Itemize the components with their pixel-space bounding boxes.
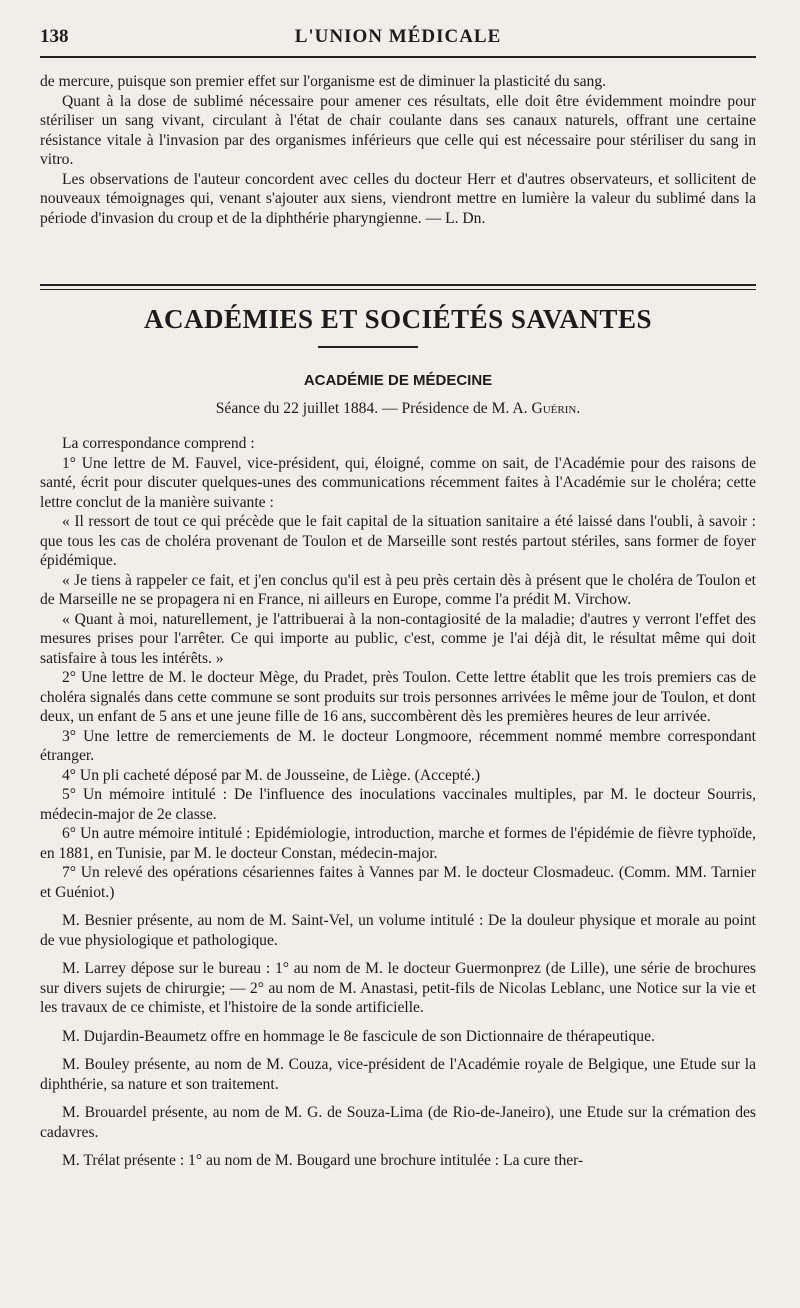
paragraph: La correspondance comprend : [62,435,255,452]
seance-suffix: . [576,400,581,417]
paragraph: de mercure, puisque son premier effet sur l'organisme est de diminuer la plasticité du sang. [40,73,607,90]
paragraph: 1° Une lettre de M. Fauvel, vice-président, qui, éloigné, comme on sait, de l'Académie pour des raisons de santé, écrit pour discuter quelques-unes des communications récemment faites à l'Académie sur le choléra; cette lettre conclut de la manière suivante : [40,454,756,511]
paragraph: Quant à la dose de sublimé nécessaire pour amener ces résultats, elle doit être évidemment moindre pour stériliser un sang vivant, circulant à l'état de chair coulante dans ses canaux naturels, offrant une certaine résistance vitale à l'invasion par des organismes inférieurs que celle qui est nécessaire pour stériliser du sang in vitro. [40,92,756,168]
page-number: 138 [40,26,69,47]
presentation-paragraph: M. Larrey dépose sur le bureau : 1° au nom de M. le docteur Guermonprez (de Lille), une série de brochures sur divers sujets de chirurgie; — 2° au nom de M. Anastasi, petit-fils de Nicolas Leblanc, une Notice sur la vie et les travaux de ce chimiste, et l'histoire de la sonde artificielle. [40,960,756,1016]
paragraph: 4° Un pli cacheté déposé par M. de Jousseine, de Liège. (Accepté.) [62,766,481,784]
paragraph: « Il ressort de tout ce qui précède que le fait capital de la situation sanitaire a été laissé dans l'oubli, à savoir : que tous les cas de choléra provenant de Toulon et de Marseille sont restés partout stériles, sans former de foyer épidémique. [40,513,756,569]
top-text-block [40,72,756,228]
journal-title: L'UNION MÉDICALE [294,26,502,47]
section-divider-thick [40,284,756,286]
paragraph: Les observations de l'auteur concordent avec celles du docteur Herr et d'autres observateurs, et sollicitent de nouveaux témoignages qui, venant s'ajouter aux siens, viendront mettre en lumière la valeur du sublimé dans la période d'invasion du croup et de la diphthérie pharyngienne. — L. Dn. [40,170,756,227]
seance-line [40,400,756,418]
paragraph: 6° Un autre mémoire intitulé : Epidémiologie, introduction, marche et formes de l'épidémie de fièvre typhoïde, en 1881, en Tunisie, par M. le docteur Constan, médecin-major. [40,825,756,862]
paragraph: 5° Un mémoire intitulé : De l'influence des inoculations vaccinales multiples, par M. le docteur Sourris, médecin-major de 2e classe. [40,786,756,823]
presentation-paragraph: M. Bouley présente, au nom de M. Couza, vice-président de l'Académie royale de Belgique, une Etude sur la diphthérie, sa nature et son traitement. [40,1056,756,1093]
seance-president: Guérin [531,400,577,417]
presentation-paragraph: M. Brouardel présente, au nom de M. G. de Souza-Lima (de Rio-de-Janeiro), une Etude sur la crémation des cadavres. [40,1104,756,1141]
presentation-paragraph: M. Dujardin-Beaumetz offre en hommage le 8e fascicule de son Dictionnaire de thérapeutique. [62,1027,655,1045]
section-subtitle: ACADÉMIE DE MÉDECINE [303,372,493,389]
paragraph: 2° Une lettre de M. le docteur Mège, du Pradet, près Toulon. Cette lettre établit que les trois premiers cas de choléra signalés dans cette commune se sont produits sur trois personnes arrivées le même jour de Toulon, et dont deux, un enfant de 5 ans et une jeune fille de 16 ans, succombèrent dès les premières heures de leur arrivée. [40,669,756,725]
main-text-block [40,434,756,1171]
paragraph: 3° Une lettre de remerciements de M. le docteur Longmoore, récemment nommé membre correspondant étranger. [40,727,756,764]
seance-prefix: Séance du 22 juillet 1884. — Présidence de M. A. [215,400,532,417]
section-divider-thin [40,289,756,290]
section-title: ACADÉMIES ET SOCIÉTÉS SAVANTES [144,304,652,334]
presentation-paragraph: M. Besnier présente, au nom de M. Saint-Vel, un volume intitulé : De la douleur physique et morale au point de vue physiologique et pathologique. [40,912,756,949]
presentation-paragraph: M. Trélat présente : 1° au nom de M. Bougard une brochure intitulée : La cure ther- [62,1152,584,1169]
paragraph: « Je tiens à rappeler ce fait, et j'en conclus qu'il est à peu près certain dès à présent que le choléra de Toulon et de Marseille ne se propagera ni en France, ni ailleurs en Europe, comme l'a prédit M. Virchow. [40,571,756,608]
paragraph: « Quant à moi, naturellement, je l'attribuerai à la non-contagiosité de la maladie; d'autres y verront l'effet des mesures prises pour l'arrêter. Ce qui importe au public, c'est, comme je l'ai déjà dit, le résultat même qui doit satisfaire à tous les intérêts. » [40,610,756,667]
page-header [40,24,756,50]
paragraph: 7° Un relevé des opérations césariennes faites à Vannes par M. le docteur Closmadeuc. (Comm. MM. Tarnier et Guéniot.) [40,864,756,901]
title-rule [318,346,418,348]
header-rule [40,56,756,58]
